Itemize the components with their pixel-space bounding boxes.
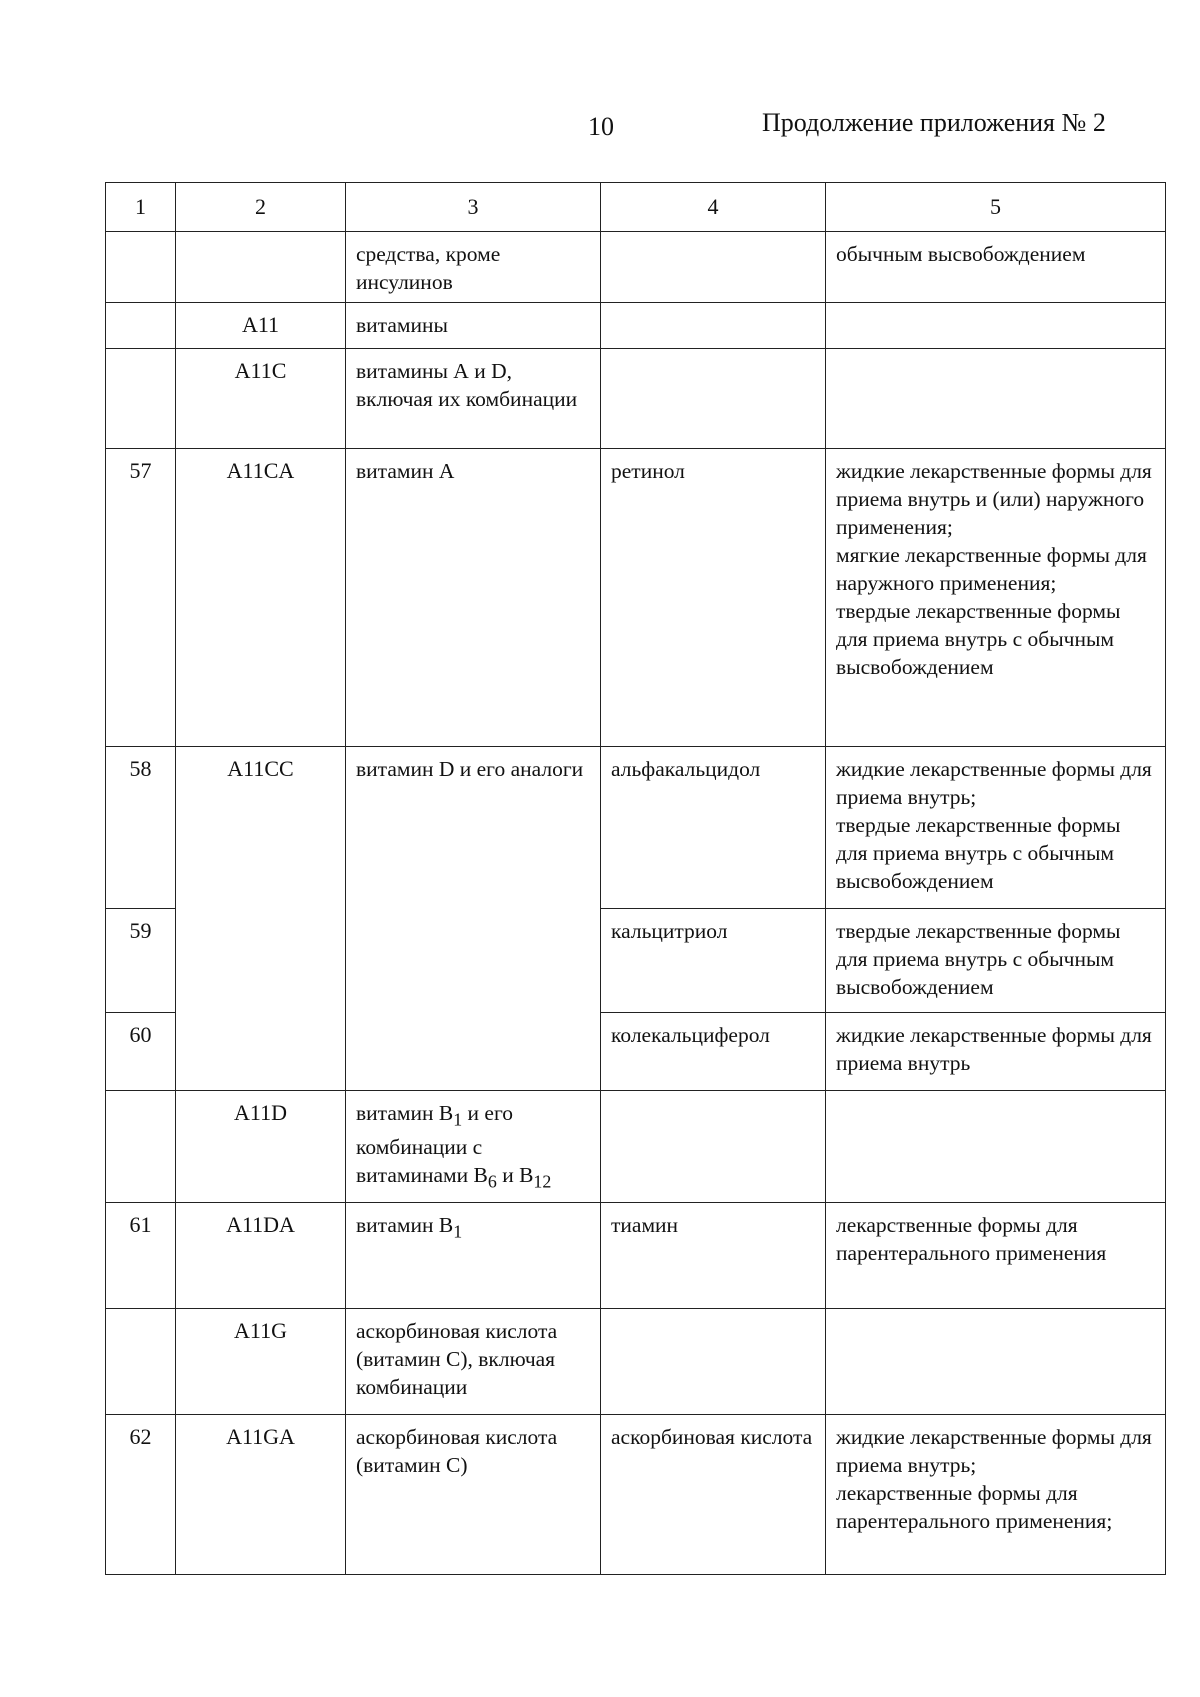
row-number-cell: 58 [106,747,176,909]
dosage-forms-cell [826,303,1166,349]
row-number-cell: 61 [106,1202,176,1308]
column-header: 2 [176,183,346,232]
row-number-cell: 62 [106,1414,176,1574]
row-number-cell: 59 [106,909,176,1013]
atc-code-cell: A11CA [176,449,346,747]
dosage-forms-cell [826,349,1166,449]
dosage-form-line: обычным высвобождением [836,242,1086,266]
dosage-form-line: лекарственные формы для парентерального применения; [836,1480,1113,1533]
dosage-forms-cell [826,747,1166,909]
subscript: 1 [453,1109,463,1130]
table-row [106,1414,1166,1574]
group-text: и его комбинации с витаминами B [356,1101,513,1188]
drug-cell [601,1308,826,1414]
column-header: 4 [601,183,826,232]
row-number-cell [106,303,176,349]
subscript: 6 [487,1171,497,1192]
dosage-form-line: твердые лекарственные формы для приема внутрь с обычным высвобождением [836,919,1121,999]
row-number-cell: 57 [106,449,176,747]
dosage-form-line: твердые лекарственные формы для приема внутрь с обычным высвобождением [836,599,1121,679]
page-header-title: Продолжение приложения № 2 [762,108,1106,137]
drug-cell [601,1091,826,1203]
group-cell [346,1202,601,1308]
column-header: 3 [346,183,601,232]
table-row [106,1091,1166,1203]
page-number: 10 [588,112,614,141]
dosage-form-line: жидкие лекарственные формы для приема внутрь; [836,1424,1152,1477]
dosage-forms-cell [826,1091,1166,1203]
group-text: и B [496,1163,534,1188]
dosage-forms-cell [826,232,1166,303]
table-row [106,1202,1166,1308]
dosage-forms-cell [826,1013,1166,1091]
group-text: витамин B [356,1212,454,1237]
group-cell: аскорбиновая кислота (витамин С) [346,1414,601,1574]
drug-cell [601,232,826,303]
group-cell: аскорбиновая кислота (витамин С), включая комбинации [346,1308,601,1414]
row-number-cell: 60 [106,1013,176,1091]
atc-code-cell: A11D [176,1091,346,1203]
row-number-cell [106,349,176,449]
table-row [106,349,1166,449]
drug-cell: аскорбиновая кислота [601,1414,826,1574]
dosage-forms-cell [826,1308,1166,1414]
table-header-row [106,183,1166,232]
group-cell [346,1091,601,1203]
atc-code-cell: A11G [176,1308,346,1414]
table-row [106,747,1166,909]
row-number-cell [106,1308,176,1414]
table-row [106,1308,1166,1414]
medicines-table [105,182,1166,1575]
dosage-form-line: мягкие лекарственные формы для наружного применения; [836,543,1147,595]
drug-cell: ретинол [601,449,826,747]
dosage-form-line: твердые лекарственные формы для приема внутрь с обычным высвобождением [836,813,1121,893]
group-cell: витамины [346,303,601,349]
group-cell: витамины А и D, включая их комбинации [346,349,601,449]
group-cell: витамин D и его аналоги [346,747,601,1091]
row-number-cell [106,1091,176,1203]
atc-code-cell: A11C [176,349,346,449]
drug-cell: колекальциферол [601,1013,826,1091]
dosage-forms-cell [826,1202,1166,1308]
atc-code-cell: A11GA [176,1414,346,1574]
column-header: 5 [826,183,1166,232]
row-number-cell [106,232,176,303]
atc-code-cell: A11 [176,303,346,349]
dosage-forms-cell [826,1414,1166,1574]
atc-code-cell: A11CC [176,747,346,1091]
group-cell: витамин А [346,449,601,747]
group-cell: средства, кроме инсулинов [346,232,601,303]
atc-code-cell [176,232,346,303]
drug-cell: тиамин [601,1202,826,1308]
column-header: 1 [106,183,176,232]
group-text: витамин B [356,1101,454,1125]
dosage-form-line: лекарственные формы для парентерального применения [836,1212,1107,1265]
drug-cell [601,303,826,349]
atc-code-cell: A11DA [176,1202,346,1308]
dosage-form-line: жидкие лекарственные формы для приема внутрь [836,1023,1152,1075]
drug-cell: альфакальцидол [601,747,826,909]
subscript: 1 [453,1220,463,1241]
dosage-form-line: жидкие лекарственные формы для приема внутрь и (или) наружного применения; [836,459,1152,539]
table-row [106,303,1166,349]
dosage-form-line: жидкие лекарственные формы для приема внутрь; [836,757,1152,809]
table-row [106,232,1166,303]
table-row [106,449,1166,747]
subscript: 12 [533,1171,552,1192]
dosage-forms-cell [826,449,1166,747]
dosage-forms-cell [826,909,1166,1013]
drug-cell: кальцитриол [601,909,826,1013]
drug-cell [601,349,826,449]
